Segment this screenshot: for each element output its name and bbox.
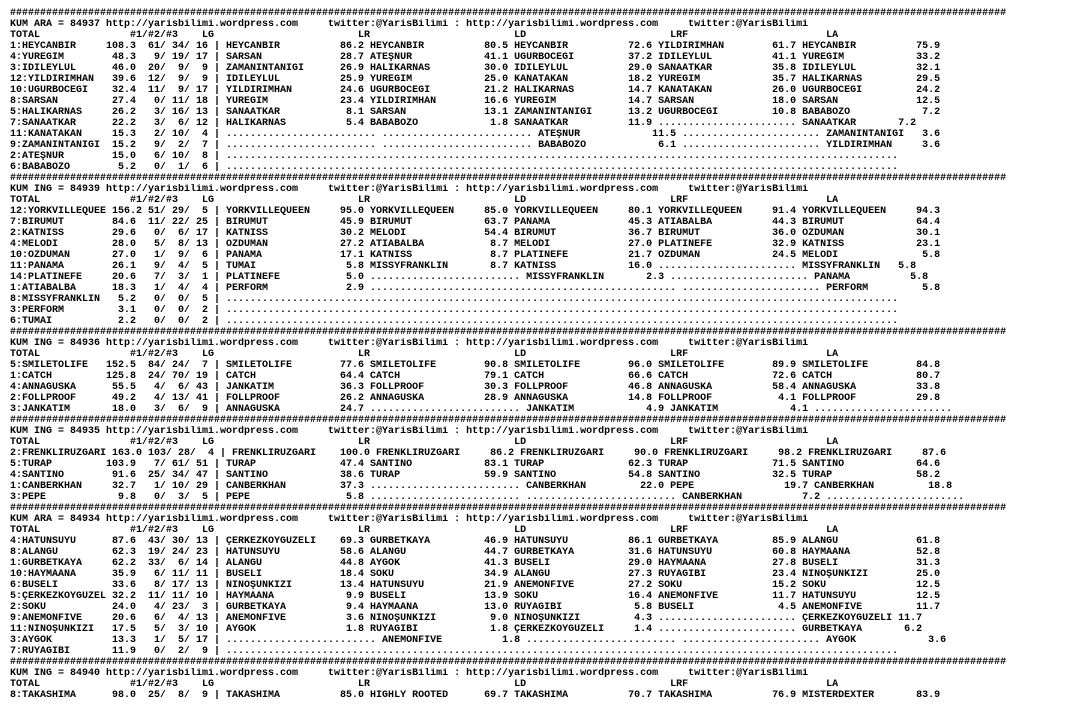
- document-line: TOTAL #1/#2/#3 LG LR LD LRF LA: [10, 349, 839, 360]
- document-line: 3:PEPE 9.8 0/ 3/ 5 | PEPE 5.8 ......................... ......................... CANBERKHAN 7.2 .......................: [10, 492, 965, 503]
- race-stats-document: [10, 8, 1006, 701]
- document-line: KUM ING = 84940 http://yarisbilimi.wordpress.com twitter:@YarisBilimi : http://yarisbilimi.wordpress.com twitter:@YarisBilimi: [10, 668, 809, 679]
- document-line: 5:TURAP 103.9 7/ 61/ 51 | TURAP 47.4 SANTINO 83.1 TURAP 62.3 TURAP 71.5 SANTINO 64.6: [10, 459, 941, 470]
- document-line: 5:ÇERKEZKÖYGÜZEL 32.2 11/ 11/ 10 | HAYMAANA 9.9 BUSELİ 13.9 SOKU 16.4 ANEMONFIVE 11.7 HATUNSUYU 12.5: [10, 591, 941, 602]
- document-line: KUM ING = 84939 http://yarisbilimi.wordpress.com twitter:@YarisBilimi : http://yarisbilimi.wordpress.com twitter:@YarisBilimi: [10, 184, 809, 195]
- document-line: KUM ING = 84936 http://yarisbilimi.wordpress.com twitter:@YarisBilimi : http://yarisbilimi.wordpress.com twitter:@YarisBilimi: [10, 338, 809, 349]
- document-line: 3:JANKATIM 18.0 3/ 6/ 9 | ANNAGUSKA 24.7 ......................... JANKATIM 4.9 JANKATIM 4.1 .......................: [10, 404, 953, 415]
- document-line: 2:FOLLPROOF 49.2 4/ 13/ 41 | FOLLPROOF 26.2 ANNAGUSKA 28.9 ANNAGUSKA 14.8 FOLLPROOF 4.1 FOLLPROOF 29.8: [10, 393, 941, 404]
- document-line: 3:AYGÖK 13.3 1/ 5/ 17 | ......................... ANEMONFIVE 1.8 ......................... ....................... AYGÖK 3.6: [10, 635, 947, 646]
- document-line: 10:UĞURBÖCEĞİ 32.4 11/ 9/ 17 | YILDIRIMHAN 24.6 UĞURBÖCEĞİ 21.2 HALİKARNAS 14.7 KANATAKAN 26.0 UĞURBÖCEĞİ 24.2: [10, 85, 941, 96]
- document-line: 8:TAKASHIMA 98.0 25/ 8/ 9 | TAKASHIMA 85.0 HIGHLY ROOTED 69.7 TAKASHIMA 70.7 TAKASHIMA 76.9 MISTERDEXTER 83.9: [10, 690, 941, 701]
- document-line: 1:GURBETKAYA 62.2 33/ 6/ 14 | ALANGU 44.8 AYGÖK 41.3 BUSELİ 29.0 HAYMAANA 27.8 BUSELİ 31.3: [10, 558, 941, 569]
- document-line: 1:HEYCANBİR 108.3 61/ 34/ 16 | HEYCANBİR 86.2 HEYCANBİR 80.5 HEYCANBİR 72.6 YILDIRIMHAN 61.7 HEYCANBİR 75.9: [10, 41, 941, 52]
- document-line: 6:BUSELİ 33.6 8/ 17/ 13 | NİNOŞUNKİZİ 13.4 HATUNSUYU 21.9 ANEMONFIVE 27.2 SOKU 15.2 SOKU 12.5: [10, 580, 941, 591]
- document-line: 9:ANEMONFIVE 20.6 6/ 4/ 13 | ANEMONFIVE 3.6 NİNOŞUNKİZİ 9.0 NİNOŞUNKİZİ 4.3 ....................... ÇERKEZKÖYGÜZELİ 11.7: [10, 613, 923, 624]
- document-line: ######################################################################################################################################################################: [10, 327, 1007, 338]
- document-line: 11:KANATAKAN 15.3 2/ 10/ 4 | ......................... ......................... ATEŞNUR 11.5 ....................... ZAMANINTANIĞI 3.6: [10, 129, 941, 140]
- document-line: 4:HATUNSUYU 87.6 43/ 30/ 13 | ÇERKEZKÖYGÜZELİ 69.3 GURBETKAYA 46.9 HATUNSUYU 86.1 GURBETKAYA 85.9 ALANGU 61.8: [10, 536, 941, 547]
- document-line: 7:RÜYAGİBİ 11.9 0/ 2/ 9 | ................................................................................................................: [10, 646, 899, 657]
- document-line: ######################################################################################################################################################################: [10, 8, 1007, 19]
- document-line: KUM ARA = 84934 http://yarisbilimi.wordpress.com twitter:@YarisBilimi : http://yarisbilimi.wordpress.com twitter:@YarisBilimi: [10, 514, 809, 525]
- document-line: 12:YORKVILLEQUEE 156.2 51/ 29/ 5 | YORKVILLEQUEEN 95.0 YORKVILLEQUEEN 85.0 YORKVILLEQUEEN 80.1 YORKVILLEQUEEN 91.4 YORKVILLEQUEEN 94.3: [10, 206, 941, 217]
- document-line: 1:CATCH 125.8 24/ 70/ 19 | CATCH 64.4 CATCH 79.1 CATCH 66.6 CATCH 72.6 CATCH 80.7: [10, 371, 941, 382]
- document-line: 11:PANAMA 26.1 9/ 4/ 5 | TUMAI 5.8 MISSYFRANKLIN 8.7 KATNISS 16.0 ....................... MISSYFRANKLIN 5.8: [10, 261, 917, 272]
- document-line: ######################################################################################################################################################################: [10, 173, 1007, 184]
- document-line: 5:HALİKARNAS 26.2 3/ 16/ 13 | SANAATKAR 8.1 SARSAN 13.1 ZAMANINTANIĞI 13.2 UĞURBÖCEĞİ 10.8 BABABOZO 7.2: [10, 107, 941, 118]
- document-line: 10:ÖZDUMAN 27.0 1/ 9/ 6 | PANAMA 17.1 KATNISS 8.7 PLATİNEFE 21.7 ÖZDUMAN 24.5 MELODİ 5.8: [10, 250, 941, 261]
- document-line: 11:NİNOŞUNKİZİ 17.5 5/ 3/ 10 | AYGÖK 1.8 RÜYAGİBİ 1.8 ÇERKEZKÖYGÜZELİ 1.4 ....................... GURBETKAYA 6.2: [10, 624, 923, 635]
- document-line: ######################################################################################################################################################################: [10, 415, 1007, 426]
- document-line: 7:SANAATKAR 22.2 3/ 6/ 12 | HALİKARNAS 5.4 BABABOZO 1.8 SANAATKAR 11.9 ....................... SANAATKAR 7.2: [10, 118, 917, 129]
- document-line: 10:HAYMAANA 35.9 6/ 11/ 11 | BUSELİ 18.4 SOKU 34.9 ALANGU 27.3 RÜYAGİBİ 23.4 NİNOŞUNKİZİ 25.0: [10, 569, 941, 580]
- document-line: 3:İDİLEYLÜL 46.0 20/ 9/ 9 | ZAMANINTANIĞI 26.9 HALİKARNAS 30.0 İDİLEYLÜL 29.0 SANAATKAR 35.8 İDİLEYLÜL 32.1: [10, 63, 941, 74]
- document-line: 2:SOKU 24.0 4/ 23/ 3 | GURBETKAYA 9.4 HAYMAANA 13.0 RÜYAGİBİ 5.8 BUSELİ 4.5 ANEMONFIVE 11.7: [10, 602, 941, 613]
- document-line: 2:KATNISS 29.6 0/ 6/ 17 | KATNISS 30.2 MELODİ 54.4 BİRUMUT 36.7 BİRUMUT 36.0 ÖZDUMAN 30.1: [10, 228, 941, 239]
- document-line: TOTAL #1/#2/#3 LG LR LD LRF LA: [10, 437, 839, 448]
- document-line: 14:PLATİNEFE 20.6 7/ 3/ 1 | PLATİNEFE 5.0 ......................... MISSYFRANKLIN 2.3 ....................... PANAMA 5.8: [10, 272, 929, 283]
- document-line: 4:SANTINO 91.6 25/ 34/ 47 | SANTINO 38.6 TURAP 59.9 SANTINO 54.8 SANTINO 32.5 TURAP 58.2: [10, 470, 941, 481]
- document-line: TOTAL #1/#2/#3 LG LR LD LRF LA: [10, 195, 839, 206]
- document-line: 1:ATIABALBA 18.3 1/ 4/ 4 | PERFORM 2.9 ................................................... ....................... PERFORM 5.8: [10, 283, 941, 294]
- document-line: TOTAL #1/#2/#3 LG LR LD LRF LA: [10, 679, 839, 690]
- document-line: 2:FRENKLİRÜZGARI 163.0 103/ 28/ 4 | FRENKLİRÜZGARI 100.0 FRENKLİRÜZGARI 86.2 FRENKLİRÜZGARI 90.0 FRENKLİRÜZGARI 98.2 FRENKLİRÜZGARI 87.6: [10, 448, 947, 459]
- document-line: 3:PERFORM 3.1 0/ 0/ 2 | ................................................................................................................: [10, 305, 899, 316]
- document-line: 9:ZAMANINTANIĞI 15.2 9/ 2/ 7 | ......................... ......................... BABABOZO 6.1 ....................... YILDIRIMHAN 3.6: [10, 140, 941, 151]
- document-line: 4:YÜREĞİM 48.3 9/ 19/ 17 | SARSAN 28.7 ATEŞNUR 41.1 UĞURBÖCEĞİ 37.2 İDİLEYLÜL 41.1 YÜREĞİM 33.2: [10, 52, 941, 63]
- document-line: 2:ATEŞNUR 15.0 6/ 10/ 8 | ................................................................................................................: [10, 151, 899, 162]
- document-line: ######################################################################################################################################################################: [10, 657, 1007, 668]
- document-line: KUM ING = 84935 http://yarisbilimi.wordpress.com twitter:@YarisBilimi : http://yarisbilimi.wordpress.com twitter:@YarisBilimi: [10, 426, 809, 437]
- document-line: TOTAL #1/#2/#3 LG LR LD LRF LA: [10, 525, 839, 536]
- document-line: ######################################################################################################################################################################: [10, 503, 1007, 514]
- document-line: 4:ANNAGUSKA 55.5 4/ 6/ 43 | JANKATIM 36.3 FOLLPROOF 30.3 FOLLPROOF 46.8 ANNAGUSKA 58.4 ANNAGUSKA 33.8: [10, 382, 941, 393]
- document-line: 6:BABABOZO 5.2 0/ 1/ 6 | ................................................................................................................: [10, 162, 899, 173]
- document-line: TOTAL #1/#2/#3 LG LR LD LRF LA: [10, 30, 839, 41]
- document-line: 7:BİRUMUT 84.6 11/ 22/ 25 | BİRUMUT 45.9 BİRUMUT 63.7 PANAMA 45.3 ATIABALBA 44.3 BİRUMUT 64.4: [10, 217, 941, 228]
- document-line: 4:MELODİ 28.0 5/ 8/ 13 | ÖZDUMAN 27.2 ATIABALBA 8.7 MELODİ 27.0 PLATİNEFE 32.9 KATNISS 23.1: [10, 239, 941, 250]
- document-line: 1:CANBERKHAN 32.7 1/ 10/ 29 | CANBERKHAN 37.3 ......................... CANBERKHAN 22.0 PEPE 19.7 CANBERKHAN 18.8: [10, 481, 953, 492]
- document-line: 8:ALANGU 62.3 19/ 24/ 23 | HATUNSUYU 58.6 ALANGU 44.7 GURBETKAYA 31.6 HATUNSUYU 60.8 HAYMAANA 52.8: [10, 547, 941, 558]
- document-line: 12:YILDIRIMHAN 39.6 12/ 9/ 9 | İDİLEYLÜL 25.9 YÜREĞİM 25.0 KANATAKAN 18.2 YÜREĞİM 35.7 HALİKARNAS 29.5: [10, 74, 941, 85]
- document-line: 6:TUMAI 2.2 0/ 0/ 2 | ................................................................................................................: [10, 316, 899, 327]
- document-line: 8:MISSYFRANKLIN 5.2 0/ 0/ 5 | ................................................................................................................: [10, 294, 899, 305]
- document-line: KUM ARA = 84937 http://yarisbilimi.wordpress.com twitter:@YarisBilimi : http://yarisbilimi.wordpress.com twitter:@YarisBilimi: [10, 19, 809, 30]
- document-line: 5:SMILETOLIFE 152.5 84/ 24/ 7 | SMILETOLIFE 77.6 SMILETOLIFE 90.8 SMILETOLIFE 96.0 SMILETOLIFE 89.9 SMILETOLIFE 84.8: [10, 360, 941, 371]
- document-line: 8:SARSAN 27.4 0/ 11/ 18 | YÜREĞİM 23.4 YILDIRIMHAN 16.6 YÜREĞİM 14.7 SARSAN 18.0 SARSAN 12.5: [10, 96, 941, 107]
